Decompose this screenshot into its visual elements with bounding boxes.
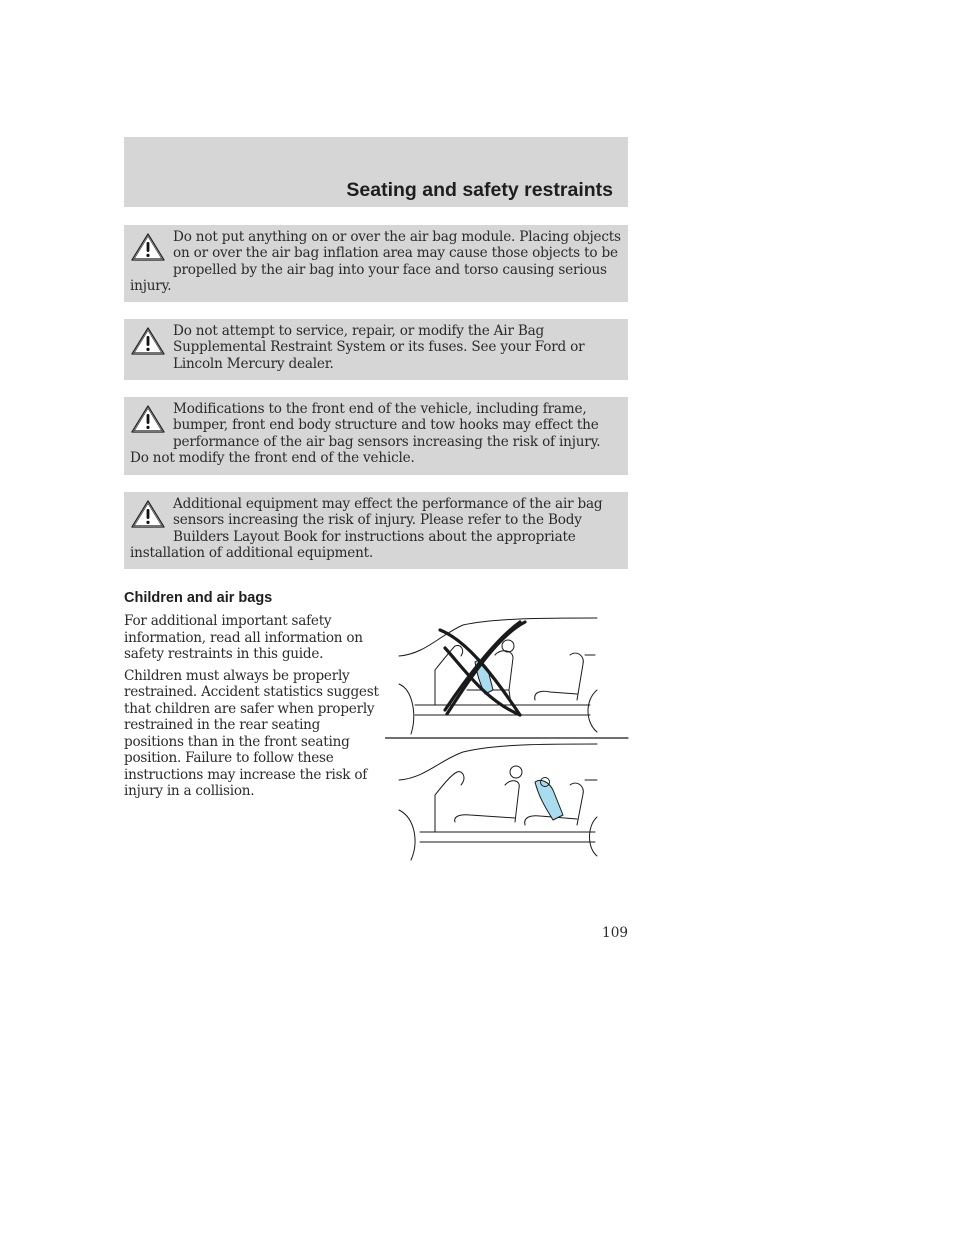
section-body — [124, 613, 379, 805]
warning-box — [124, 225, 628, 302]
warning-box — [124, 397, 628, 475]
section-header-band — [124, 137, 628, 207]
warning-text: Do not attempt to service, repair, or modify the Air Bag Supplemental Restraint System or its fuses. See your Ford or Lincoln Mercury dealer. — [173, 323, 585, 372]
warning-triangle-icon — [130, 499, 166, 529]
body-paragraph: Children must always be properly restrained. Accident statistics suggest that children are safer when properly restrained in the rear seating positions than in the front seating position. Failure to follow these instructions may increase the risk of injury in a collision. — [124, 667, 379, 799]
warning-text: Additional equipment may effect the performance of the air bag sensors increasing the risk of injury. Please refer to the Body Builders Layout Book for instructions about the appropriate installation of additional equipment. — [130, 496, 603, 562]
child-seat-placement-illustration — [385, 610, 630, 865]
warning-triangle-icon — [130, 326, 166, 356]
warning-triangle-icon — [130, 404, 166, 434]
car-front-seat-child-diagram — [399, 618, 597, 734]
page-number: 109 — [602, 925, 628, 941]
warning-triangle-icon — [130, 232, 166, 262]
warning-text: Do not put anything on or over the air bag module. Placing objects on or over the air bag inflation area may cause those objects to be propelled by the air bag into your face and torso causing serious injury. — [130, 229, 621, 295]
car-rear-seat-child-diagram — [399, 744, 597, 860]
warning-text: Modifications to the front end of the vehicle, including frame, bumper, front end body structure and tow hooks may effect the performance of the air bag sensors increasing the risk of injury. Do not modify the front end of the vehicle. — [130, 401, 601, 467]
warning-box — [124, 319, 628, 380]
warning-box — [124, 492, 628, 569]
body-paragraph: For additional important safety information, read all information on safety restraints in this guide. — [124, 613, 363, 662]
section-heading: Children and air bags — [124, 590, 273, 606]
section-title: Seating and safety restraints — [346, 179, 613, 201]
